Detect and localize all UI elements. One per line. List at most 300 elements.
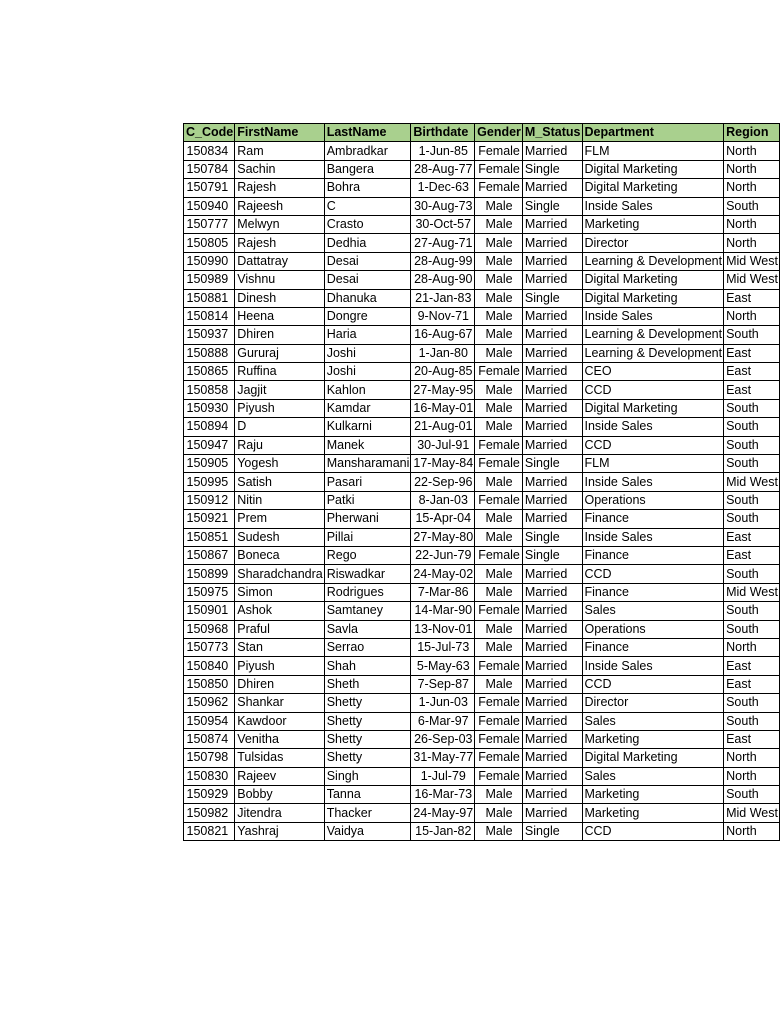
cell-last-name[interactable]: Mansharamani	[324, 455, 411, 473]
cell-m-status[interactable]: Married	[522, 399, 582, 417]
cell-m-status[interactable]: Married	[522, 252, 582, 270]
cell-last-name[interactable]: Joshi	[324, 344, 411, 362]
cell-department[interactable]: Digital Marketing	[582, 160, 724, 178]
cell-m-status[interactable]: Married	[522, 804, 582, 822]
cell-m-status[interactable]: Single	[522, 160, 582, 178]
cell-c-code[interactable]: 150912	[184, 491, 235, 509]
cell-first-name[interactable]: Jitendra	[235, 804, 324, 822]
cell-last-name[interactable]: Dedhia	[324, 234, 411, 252]
cell-gender[interactable]: Female	[475, 712, 523, 730]
cell-region[interactable]: North	[724, 749, 780, 767]
cell-first-name[interactable]: Satish	[235, 473, 324, 491]
cell-gender[interactable]: Female	[475, 749, 523, 767]
cell-department[interactable]: Finance	[582, 583, 724, 601]
cell-c-code[interactable]: 150901	[184, 602, 235, 620]
cell-department[interactable]: Finance	[582, 638, 724, 656]
cell-first-name[interactable]: Shankar	[235, 694, 324, 712]
cell-region[interactable]: South	[724, 326, 780, 344]
cell-region[interactable]: South	[724, 602, 780, 620]
cell-birthdate[interactable]: 8-Jan-03	[411, 491, 475, 509]
cell-m-status[interactable]: Single	[522, 455, 582, 473]
cell-region[interactable]: East	[724, 363, 780, 381]
cell-region[interactable]: East	[724, 730, 780, 748]
cell-birthdate[interactable]: 7-Mar-86	[411, 583, 475, 601]
cell-c-code[interactable]: 150840	[184, 657, 235, 675]
cell-department[interactable]: Learning & Development	[582, 326, 724, 344]
cell-m-status[interactable]: Married	[522, 657, 582, 675]
cell-first-name[interactable]: D	[235, 418, 324, 436]
cell-first-name[interactable]: Sachin	[235, 160, 324, 178]
cell-birthdate[interactable]: 16-Mar-73	[411, 786, 475, 804]
cell-department[interactable]: Inside Sales	[582, 528, 724, 546]
cell-gender[interactable]: Male	[475, 510, 523, 528]
cell-birthdate[interactable]: 9-Nov-71	[411, 307, 475, 325]
cell-m-status[interactable]: Married	[522, 326, 582, 344]
cell-last-name[interactable]: Singh	[324, 767, 411, 785]
cell-first-name[interactable]: Dinesh	[235, 289, 324, 307]
cell-birthdate[interactable]: 1-Jan-80	[411, 344, 475, 362]
cell-department[interactable]: Sales	[582, 767, 724, 785]
cell-c-code[interactable]: 150989	[184, 271, 235, 289]
cell-m-status[interactable]: Married	[522, 675, 582, 693]
cell-first-name[interactable]: Dhiren	[235, 326, 324, 344]
cell-m-status[interactable]: Married	[522, 583, 582, 601]
cell-gender[interactable]: Male	[475, 399, 523, 417]
cell-first-name[interactable]: Melwyn	[235, 215, 324, 233]
cell-last-name[interactable]: Shetty	[324, 749, 411, 767]
cell-last-name[interactable]: Kamdar	[324, 399, 411, 417]
cell-gender[interactable]: Female	[475, 455, 523, 473]
cell-gender[interactable]: Male	[475, 473, 523, 491]
cell-m-status[interactable]: Single	[522, 197, 582, 215]
cell-first-name[interactable]: Piyush	[235, 657, 324, 675]
cell-last-name[interactable]: Shah	[324, 657, 411, 675]
cell-region[interactable]: South	[724, 455, 780, 473]
cell-gender[interactable]: Male	[475, 252, 523, 270]
cell-gender[interactable]: Female	[475, 142, 523, 160]
cell-c-code[interactable]: 150858	[184, 381, 235, 399]
cell-region[interactable]: Mid West	[724, 583, 780, 601]
cell-c-code[interactable]: 150777	[184, 215, 235, 233]
cell-birthdate[interactable]: 30-Aug-73	[411, 197, 475, 215]
cell-m-status[interactable]: Single	[522, 289, 582, 307]
cell-m-status[interactable]: Married	[522, 491, 582, 509]
cell-gender[interactable]: Male	[475, 289, 523, 307]
cell-m-status[interactable]: Married	[522, 510, 582, 528]
cell-department[interactable]: CCD	[582, 381, 724, 399]
cell-m-status[interactable]: Married	[522, 179, 582, 197]
cell-c-code[interactable]: 150881	[184, 289, 235, 307]
cell-last-name[interactable]: Bangera	[324, 160, 411, 178]
cell-gender[interactable]: Male	[475, 418, 523, 436]
cell-gender[interactable]: Female	[475, 179, 523, 197]
cell-department[interactable]: Inside Sales	[582, 307, 724, 325]
cell-last-name[interactable]: Dhanuka	[324, 289, 411, 307]
cell-gender[interactable]: Male	[475, 565, 523, 583]
cell-birthdate[interactable]: 15-Jul-73	[411, 638, 475, 656]
cell-gender[interactable]: Male	[475, 215, 523, 233]
cell-first-name[interactable]: Jagjit	[235, 381, 324, 399]
cell-region[interactable]: Mid West	[724, 473, 780, 491]
cell-department[interactable]: Marketing	[582, 730, 724, 748]
cell-department[interactable]: Sales	[582, 712, 724, 730]
cell-department[interactable]: Operations	[582, 491, 724, 509]
cell-gender[interactable]: Male	[475, 344, 523, 362]
cell-birthdate[interactable]: 7-Sep-87	[411, 675, 475, 693]
cell-c-code[interactable]: 150905	[184, 455, 235, 473]
column-header-department[interactable]: Department	[582, 124, 724, 142]
cell-department[interactable]: Digital Marketing	[582, 749, 724, 767]
cell-region[interactable]: North	[724, 160, 780, 178]
cell-m-status[interactable]: Married	[522, 142, 582, 160]
cell-c-code[interactable]: 150773	[184, 638, 235, 656]
cell-c-code[interactable]: 150930	[184, 399, 235, 417]
cell-birthdate[interactable]: 28-Aug-77	[411, 160, 475, 178]
column-header-m-status[interactable]: M_Status	[522, 124, 582, 142]
cell-birthdate[interactable]: 24-May-97	[411, 804, 475, 822]
cell-gender[interactable]: Male	[475, 528, 523, 546]
cell-c-code[interactable]: 150894	[184, 418, 235, 436]
cell-region[interactable]: North	[724, 638, 780, 656]
cell-last-name[interactable]: Joshi	[324, 363, 411, 381]
cell-birthdate[interactable]: 1-Dec-63	[411, 179, 475, 197]
cell-first-name[interactable]: Raju	[235, 436, 324, 454]
cell-c-code[interactable]: 150975	[184, 583, 235, 601]
cell-region[interactable]: South	[724, 694, 780, 712]
cell-gender[interactable]: Male	[475, 675, 523, 693]
cell-first-name[interactable]: Ram	[235, 142, 324, 160]
cell-department[interactable]: FLM	[582, 455, 724, 473]
cell-first-name[interactable]: Ruffina	[235, 363, 324, 381]
cell-birthdate[interactable]: 15-Apr-04	[411, 510, 475, 528]
cell-m-status[interactable]: Married	[522, 638, 582, 656]
cell-first-name[interactable]: Kawdoor	[235, 712, 324, 730]
cell-gender[interactable]: Female	[475, 546, 523, 564]
cell-birthdate[interactable]: 27-May-95	[411, 381, 475, 399]
cell-c-code[interactable]: 150791	[184, 179, 235, 197]
cell-gender[interactable]: Male	[475, 234, 523, 252]
column-header-c-code[interactable]: C_Code	[184, 124, 235, 142]
column-header-region[interactable]: Region	[724, 124, 780, 142]
cell-gender[interactable]: Female	[475, 602, 523, 620]
cell-last-name[interactable]: Samtaney	[324, 602, 411, 620]
cell-m-status[interactable]: Married	[522, 381, 582, 399]
cell-last-name[interactable]: Serrao	[324, 638, 411, 656]
cell-first-name[interactable]: Dattatray	[235, 252, 324, 270]
cell-region[interactable]: Mid West	[724, 271, 780, 289]
cell-m-status[interactable]: Single	[522, 546, 582, 564]
cell-m-status[interactable]: Married	[522, 436, 582, 454]
cell-last-name[interactable]: Manek	[324, 436, 411, 454]
cell-gender[interactable]: Female	[475, 436, 523, 454]
cell-c-code[interactable]: 150990	[184, 252, 235, 270]
cell-last-name[interactable]: Desai	[324, 252, 411, 270]
cell-department[interactable]: Digital Marketing	[582, 179, 724, 197]
cell-gender[interactable]: Female	[475, 160, 523, 178]
cell-first-name[interactable]: Yogesh	[235, 455, 324, 473]
cell-birthdate[interactable]: 13-Nov-01	[411, 620, 475, 638]
cell-m-status[interactable]: Married	[522, 749, 582, 767]
cell-region[interactable]: South	[724, 510, 780, 528]
cell-first-name[interactable]: Bobby	[235, 786, 324, 804]
cell-first-name[interactable]: Yashraj	[235, 822, 324, 840]
cell-region[interactable]: South	[724, 491, 780, 509]
cell-gender[interactable]: Male	[475, 786, 523, 804]
cell-region[interactable]: South	[724, 565, 780, 583]
cell-region[interactable]: East	[724, 546, 780, 564]
cell-department[interactable]: Operations	[582, 620, 724, 638]
cell-c-code[interactable]: 150867	[184, 546, 235, 564]
cell-gender[interactable]: Male	[475, 638, 523, 656]
cell-last-name[interactable]: Pasari	[324, 473, 411, 491]
cell-department[interactable]: Learning & Development	[582, 252, 724, 270]
cell-department[interactable]: CEO	[582, 363, 724, 381]
cell-region[interactable]: East	[724, 289, 780, 307]
cell-gender[interactable]: Female	[475, 363, 523, 381]
cell-region[interactable]: North	[724, 767, 780, 785]
cell-m-status[interactable]: Married	[522, 473, 582, 491]
cell-last-name[interactable]: Kahlon	[324, 381, 411, 399]
cell-gender[interactable]: Male	[475, 620, 523, 638]
cell-first-name[interactable]: Tulsidas	[235, 749, 324, 767]
cell-region[interactable]: Mid West	[724, 804, 780, 822]
cell-region[interactable]: East	[724, 528, 780, 546]
cell-birthdate[interactable]: 1-Jul-79	[411, 767, 475, 785]
cell-gender[interactable]: Male	[475, 271, 523, 289]
cell-first-name[interactable]: Rajesh	[235, 234, 324, 252]
cell-c-code[interactable]: 150968	[184, 620, 235, 638]
cell-first-name[interactable]: Prem	[235, 510, 324, 528]
cell-gender[interactable]: Male	[475, 197, 523, 215]
cell-birthdate[interactable]: 15-Jan-82	[411, 822, 475, 840]
cell-birthdate[interactable]: 5-May-63	[411, 657, 475, 675]
cell-department[interactable]: Finance	[582, 510, 724, 528]
cell-first-name[interactable]: Venitha	[235, 730, 324, 748]
cell-department[interactable]: Director	[582, 234, 724, 252]
cell-birthdate[interactable]: 21-Jan-83	[411, 289, 475, 307]
cell-c-code[interactable]: 150851	[184, 528, 235, 546]
cell-m-status[interactable]: Single	[522, 528, 582, 546]
cell-first-name[interactable]: Ashok	[235, 602, 324, 620]
cell-last-name[interactable]: Haria	[324, 326, 411, 344]
cell-birthdate[interactable]: 28-Aug-90	[411, 271, 475, 289]
cell-region[interactable]: South	[724, 418, 780, 436]
cell-last-name[interactable]: Savla	[324, 620, 411, 638]
cell-first-name[interactable]: Vishnu	[235, 271, 324, 289]
cell-m-status[interactable]: Married	[522, 363, 582, 381]
cell-c-code[interactable]: 150865	[184, 363, 235, 381]
cell-department[interactable]: Sales	[582, 602, 724, 620]
cell-birthdate[interactable]: 16-Aug-67	[411, 326, 475, 344]
cell-birthdate[interactable]: 6-Mar-97	[411, 712, 475, 730]
cell-region[interactable]: North	[724, 307, 780, 325]
cell-last-name[interactable]: Shetty	[324, 712, 411, 730]
cell-region[interactable]: South	[724, 786, 780, 804]
cell-c-code[interactable]: 150962	[184, 694, 235, 712]
cell-gender[interactable]: Male	[475, 822, 523, 840]
cell-c-code[interactable]: 150995	[184, 473, 235, 491]
cell-department[interactable]: Finance	[582, 546, 724, 564]
cell-c-code[interactable]: 150899	[184, 565, 235, 583]
cell-birthdate[interactable]: 27-Aug-71	[411, 234, 475, 252]
cell-m-status[interactable]: Married	[522, 271, 582, 289]
cell-last-name[interactable]: Patki	[324, 491, 411, 509]
cell-region[interactable]: South	[724, 436, 780, 454]
cell-gender[interactable]: Male	[475, 583, 523, 601]
cell-m-status[interactable]: Married	[522, 767, 582, 785]
cell-first-name[interactable]: Rajeesh	[235, 197, 324, 215]
cell-birthdate[interactable]: 31-May-77	[411, 749, 475, 767]
cell-m-status[interactable]: Married	[522, 786, 582, 804]
column-header-birthdate[interactable]: Birthdate	[411, 124, 475, 142]
cell-last-name[interactable]: Crasto	[324, 215, 411, 233]
cell-first-name[interactable]: Rajesh	[235, 179, 324, 197]
cell-c-code[interactable]: 150805	[184, 234, 235, 252]
cell-c-code[interactable]: 150821	[184, 822, 235, 840]
cell-department[interactable]: Digital Marketing	[582, 289, 724, 307]
cell-first-name[interactable]: Simon	[235, 583, 324, 601]
cell-department[interactable]: Inside Sales	[582, 197, 724, 215]
cell-birthdate[interactable]: 17-May-84	[411, 455, 475, 473]
cell-region[interactable]: North	[724, 142, 780, 160]
cell-department[interactable]: Digital Marketing	[582, 271, 724, 289]
cell-c-code[interactable]: 150874	[184, 730, 235, 748]
cell-region[interactable]: North	[724, 179, 780, 197]
cell-gender[interactable]: Female	[475, 694, 523, 712]
cell-c-code[interactable]: 150940	[184, 197, 235, 215]
cell-first-name[interactable]: Stan	[235, 638, 324, 656]
cell-gender[interactable]: Male	[475, 381, 523, 399]
cell-first-name[interactable]: Rajeev	[235, 767, 324, 785]
cell-m-status[interactable]: Married	[522, 344, 582, 362]
cell-c-code[interactable]: 150798	[184, 749, 235, 767]
cell-gender[interactable]: Male	[475, 326, 523, 344]
cell-m-status[interactable]: Married	[522, 234, 582, 252]
cell-department[interactable]: Director	[582, 694, 724, 712]
cell-first-name[interactable]: Heena	[235, 307, 324, 325]
cell-last-name[interactable]: Ambradkar	[324, 142, 411, 160]
cell-c-code[interactable]: 150888	[184, 344, 235, 362]
cell-last-name[interactable]: Kulkarni	[324, 418, 411, 436]
cell-first-name[interactable]: Dhiren	[235, 675, 324, 693]
cell-c-code[interactable]: 150929	[184, 786, 235, 804]
cell-c-code[interactable]: 150830	[184, 767, 235, 785]
cell-last-name[interactable]: Dongre	[324, 307, 411, 325]
cell-birthdate[interactable]: 21-Aug-01	[411, 418, 475, 436]
cell-gender[interactable]: Male	[475, 307, 523, 325]
cell-birthdate[interactable]: 20-Aug-85	[411, 363, 475, 381]
cell-region[interactable]: North	[724, 215, 780, 233]
cell-birthdate[interactable]: 24-May-02	[411, 565, 475, 583]
cell-gender[interactable]: Female	[475, 657, 523, 675]
cell-department[interactable]: Inside Sales	[582, 473, 724, 491]
cell-last-name[interactable]: Shetty	[324, 730, 411, 748]
cell-first-name[interactable]: Praful	[235, 620, 324, 638]
cell-first-name[interactable]: Sharadchandra	[235, 565, 324, 583]
cell-last-name[interactable]: C	[324, 197, 411, 215]
cell-birthdate[interactable]: 14-Mar-90	[411, 602, 475, 620]
cell-first-name[interactable]: Sudesh	[235, 528, 324, 546]
cell-department[interactable]: Digital Marketing	[582, 399, 724, 417]
cell-department[interactable]: Marketing	[582, 215, 724, 233]
cell-department[interactable]: CCD	[582, 565, 724, 583]
cell-c-code[interactable]: 150982	[184, 804, 235, 822]
cell-c-code[interactable]: 150921	[184, 510, 235, 528]
cell-c-code[interactable]: 150937	[184, 326, 235, 344]
cell-last-name[interactable]: Bohra	[324, 179, 411, 197]
cell-last-name[interactable]: Shetty	[324, 694, 411, 712]
cell-birthdate[interactable]: 22-Jun-79	[411, 546, 475, 564]
cell-c-code[interactable]: 150834	[184, 142, 235, 160]
cell-department[interactable]: Inside Sales	[582, 657, 724, 675]
cell-birthdate[interactable]: 28-Aug-99	[411, 252, 475, 270]
cell-region[interactable]: East	[724, 344, 780, 362]
cell-c-code[interactable]: 150947	[184, 436, 235, 454]
cell-c-code[interactable]: 150784	[184, 160, 235, 178]
cell-region[interactable]: Mid West	[724, 252, 780, 270]
cell-region[interactable]: South	[724, 620, 780, 638]
cell-last-name[interactable]: Pillai	[324, 528, 411, 546]
cell-last-name[interactable]: Desai	[324, 271, 411, 289]
cell-m-status[interactable]: Married	[522, 602, 582, 620]
cell-gender[interactable]: Female	[475, 491, 523, 509]
cell-m-status[interactable]: Married	[522, 565, 582, 583]
cell-c-code[interactable]: 150814	[184, 307, 235, 325]
cell-first-name[interactable]: Nitin	[235, 491, 324, 509]
cell-birthdate[interactable]: 22-Sep-96	[411, 473, 475, 491]
cell-m-status[interactable]: Married	[522, 730, 582, 748]
cell-region[interactable]: East	[724, 657, 780, 675]
cell-birthdate[interactable]: 1-Jun-03	[411, 694, 475, 712]
cell-gender[interactable]: Male	[475, 804, 523, 822]
cell-birthdate[interactable]: 30-Jul-91	[411, 436, 475, 454]
cell-gender[interactable]: Female	[475, 730, 523, 748]
cell-department[interactable]: CCD	[582, 436, 724, 454]
cell-department[interactable]: Inside Sales	[582, 418, 724, 436]
cell-last-name[interactable]: Sheth	[324, 675, 411, 693]
cell-region[interactable]: South	[724, 399, 780, 417]
cell-department[interactable]: FLM	[582, 142, 724, 160]
cell-department[interactable]: CCD	[582, 675, 724, 693]
cell-birthdate[interactable]: 27-May-80	[411, 528, 475, 546]
cell-region[interactable]: North	[724, 234, 780, 252]
cell-department[interactable]: Learning & Development	[582, 344, 724, 362]
cell-last-name[interactable]: Rego	[324, 546, 411, 564]
column-header-first-name[interactable]: FirstName	[235, 124, 324, 142]
cell-last-name[interactable]: Pherwani	[324, 510, 411, 528]
cell-last-name[interactable]: Riswadkar	[324, 565, 411, 583]
cell-region[interactable]: East	[724, 675, 780, 693]
cell-region[interactable]: South	[724, 197, 780, 215]
cell-birthdate[interactable]: 1-Jun-85	[411, 142, 475, 160]
cell-birthdate[interactable]: 16-May-01	[411, 399, 475, 417]
cell-region[interactable]: South	[724, 712, 780, 730]
cell-department[interactable]: Marketing	[582, 804, 724, 822]
column-header-last-name[interactable]: LastName	[324, 124, 411, 142]
cell-m-status[interactable]: Married	[522, 307, 582, 325]
cell-last-name[interactable]: Vaidya	[324, 822, 411, 840]
cell-m-status[interactable]: Single	[522, 822, 582, 840]
cell-c-code[interactable]: 150954	[184, 712, 235, 730]
cell-last-name[interactable]: Thacker	[324, 804, 411, 822]
cell-region[interactable]: North	[724, 822, 780, 840]
cell-last-name[interactable]: Rodrigues	[324, 583, 411, 601]
cell-m-status[interactable]: Married	[522, 694, 582, 712]
cell-first-name[interactable]: Boneca	[235, 546, 324, 564]
cell-m-status[interactable]: Married	[522, 620, 582, 638]
cell-gender[interactable]: Female	[475, 767, 523, 785]
column-header-gender[interactable]: Gender	[475, 124, 523, 142]
